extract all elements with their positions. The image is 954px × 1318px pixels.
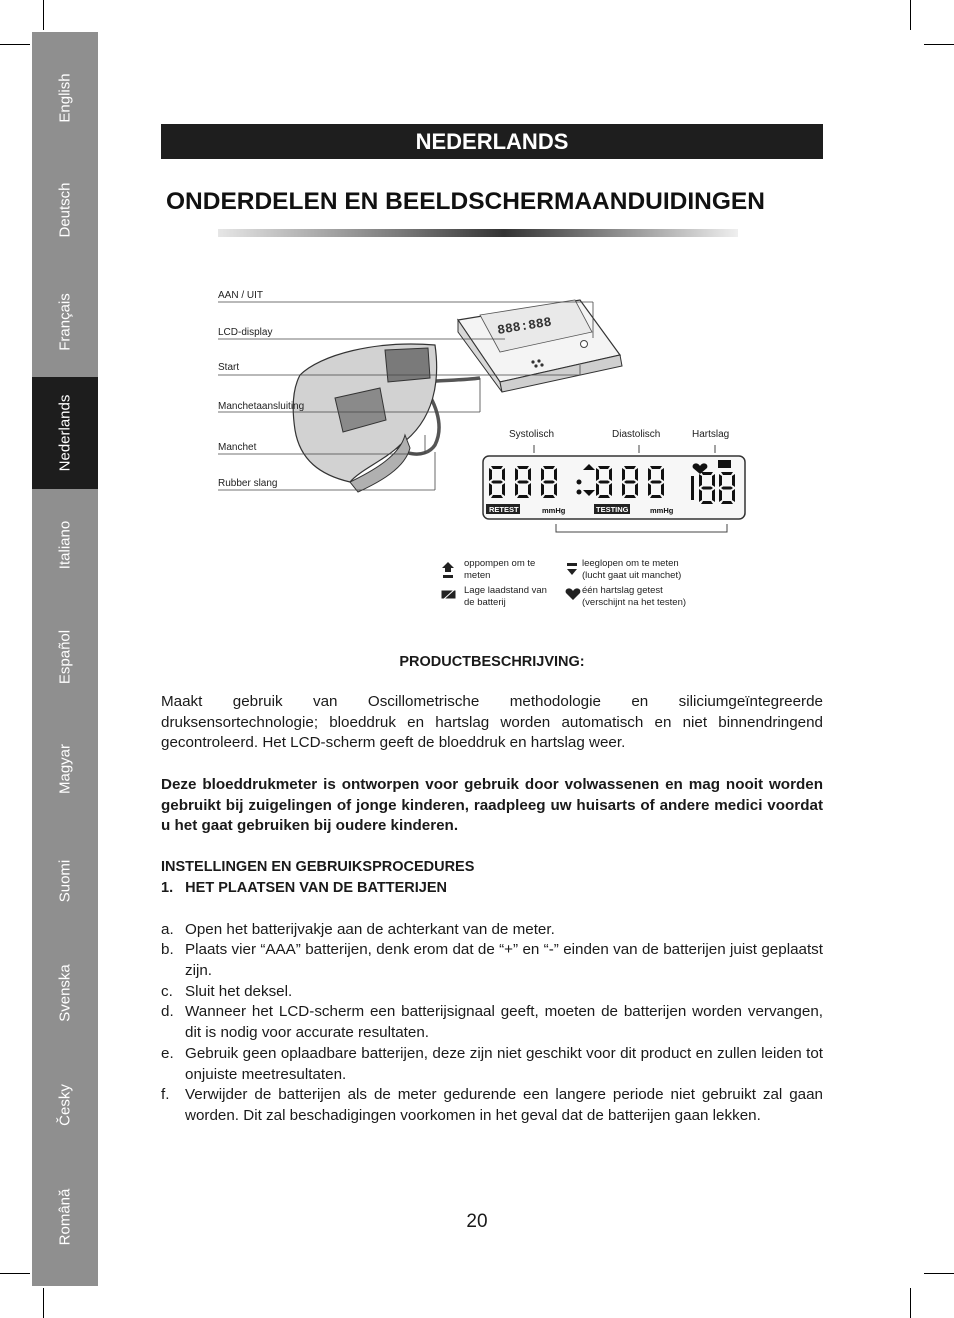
legend-deflate-line1: leeglopen om te meten — [582, 558, 679, 569]
svg-text:888:888: 888:888 — [496, 314, 553, 338]
legend-battery-line2: de batterij — [464, 597, 506, 608]
label-rubber-tube: Rubber slang — [218, 478, 278, 489]
cuff-illustration — [293, 344, 436, 492]
list-item: a. Open het batterijvakje aan de achterkant van de meter. — [161, 921, 555, 938]
legend-bracket — [556, 524, 727, 532]
legend-inflate-line1: oppompen om te — [464, 558, 536, 569]
language-tab-italiano[interactable]: Italiano — [56, 520, 74, 570]
crop-mark — [924, 44, 954, 45]
legend-heart-line1: één hartslag getest — [582, 585, 663, 596]
crop-mark — [924, 1273, 954, 1274]
language-tab-romana[interactable]: Română — [56, 1188, 74, 1246]
section-heading: PRODUCTBESCHRIJVING: — [399, 654, 585, 670]
list-item: f. Verwijder de batterijen als de meter gedurende een langere periode niet gebruikt zal gaan worden. Dit zal beschadigingen voorkomen in het geval dat de batterijen gaan lekken. — [161, 1086, 823, 1124]
crop-mark — [910, 0, 911, 30]
list-item: e. Gebruik geen oplaadbare batterijen, deze zijn niet geschikt voor dit product en zullen leiden tot onjuiste meetresultaten. — [161, 1045, 823, 1083]
crop-mark — [910, 1288, 911, 1318]
warning-paragraph: Deze bloeddrukmeter is ontworpen voor gebruik door volwassenen en mag nooit worden gebruikt bij zuigelingen of jonge kinderen, raadpleeg uw huisarts of andere medici voordat u het gaat gebruiken bij oudere kinderen. — [161, 776, 823, 835]
inflate-arrow-icon — [442, 562, 454, 578]
label-cuff-connector: Manchetaansluiting — [218, 401, 305, 412]
list-item: d. Wanneer het LCD-scherm een batterijsignaal geeft, moeten de batterijen worden vervangen, dit is nodig voor accurate resultaten. — [161, 1003, 823, 1041]
lcd-testing-tag: TESTING — [596, 505, 629, 514]
legend-battery-line1: Lage laadstand van — [464, 585, 547, 596]
language-tab-svenska[interactable]: Svenska — [56, 964, 74, 1022]
language-tab-nederlands[interactable]: Nederlands — [32, 377, 98, 489]
settings-heading: INSTELLINGEN EN GEBRUIKSPROCEDURES — [161, 859, 475, 875]
label-lcd-display: LCD-display — [218, 327, 273, 338]
crop-mark — [43, 0, 44, 30]
language-sidebar — [32, 32, 98, 1286]
lcd-unit-left: mmHg — [542, 506, 566, 515]
low-battery-icon — [441, 590, 456, 599]
heart-icon — [566, 588, 581, 600]
label-on-off: AAN / UIT — [218, 290, 264, 301]
page-title: ONDERDELEN EN BEELDSCHERMAANDUIDINGEN — [166, 188, 765, 215]
deflate-arrow-icon — [567, 563, 577, 575]
language-tab-english[interactable]: English — [56, 73, 74, 123]
crop-mark — [0, 44, 30, 45]
legend-inflate-line2: meten — [464, 570, 491, 581]
step-heading: 1. HET PLAATSEN VAN DE BATTERIJEN — [161, 880, 447, 896]
language-tab-cesky[interactable]: Česky — [56, 1084, 74, 1126]
language-tab-francais[interactable]: Français — [56, 293, 74, 351]
page-number: 20 — [466, 1211, 488, 1232]
display-legend — [441, 558, 686, 608]
lcd-unit-right: mmHg — [650, 506, 674, 515]
list-item: b. Plaats vier “AAA” batterijen, denk erom dat de “+” en “-” einden van de batterijen juist geplaatst zijn. — [161, 941, 823, 979]
legend-heart-line2: (verschijnt na het testen) — [582, 597, 687, 608]
crop-mark — [43, 1288, 44, 1318]
lcd-display-illustration — [483, 456, 745, 519]
legend-deflate-line2: (lucht gaat uit manchet) — [582, 570, 682, 581]
language-banner: NEDERLANDS — [161, 124, 823, 159]
device-figure — [200, 270, 760, 620]
title-divider — [218, 229, 738, 237]
label-systolic: Systolisch — [509, 429, 555, 440]
label-diastolic: Diastolisch — [612, 429, 661, 440]
monitor-illustration — [458, 300, 622, 392]
language-tab-magyar[interactable]: Magyar — [56, 743, 74, 795]
lcd-retest-tag: RETEST — [489, 505, 519, 514]
label-start: Start — [218, 362, 240, 373]
low-battery-icon — [718, 460, 731, 468]
language-tab-suomi[interactable]: Suomi — [56, 859, 74, 903]
language-tab-deutsch[interactable]: Deutsch — [56, 182, 74, 238]
list-item: c. Sluit het deksel. — [161, 983, 293, 1000]
label-pulse: Hartslag — [692, 429, 730, 440]
crop-mark — [0, 1273, 30, 1274]
label-cuff: Manchet — [218, 442, 257, 453]
language-tab-espanol[interactable]: Español — [56, 629, 74, 685]
intro-paragraph: Maakt gebruik van Oscillometrische methodologie en siliciumgeïntegreerde druksensortechnologie; bloeddruk en hartslag worden automatisch en niet binnendringend gecontroleerd. Het LCD-scherm geeft de bloeddruk en hartslag weer. — [161, 693, 823, 752]
